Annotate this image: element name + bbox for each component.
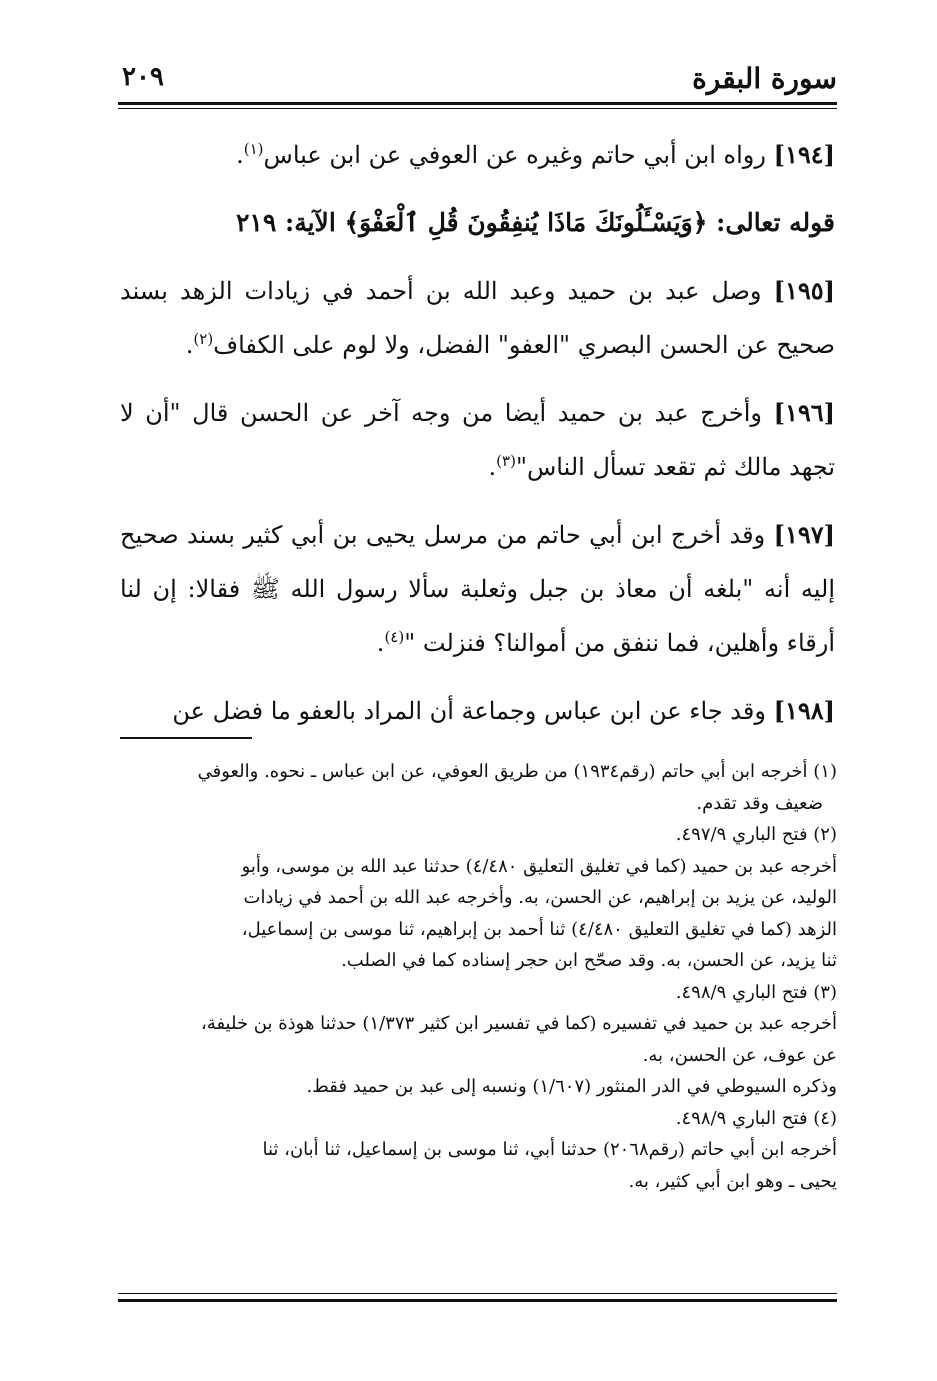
paragraph-197 xyxy=(120,508,835,670)
footnote-2-line: الوليد، عن يزيد بن إبراهيم، عن الحسن، به. وأخرجه عبد الله بن أحمد في زيادات xyxy=(243,887,837,908)
item-number: [١٩٤] xyxy=(773,140,835,169)
surah-title: سورة البقرة xyxy=(692,62,837,95)
footnotes xyxy=(118,756,837,1197)
footnote-1-line: ضعيف وقد تقدم. xyxy=(696,792,823,814)
footnote-3-line: عن عوف، عن الحسن، به. xyxy=(642,1044,837,1066)
footer-rule-thick xyxy=(118,1299,837,1302)
item-number: [١٩٦] xyxy=(773,398,835,427)
footnote-ref: (١) xyxy=(243,140,264,158)
paragraph-text: وصل عبد بن حميد وعبد الله بن أحمد في زيادات الزهد بسند صحيح عن الحسن البصري "العفو" الفضل، ولا لوم على الكفاف xyxy=(120,277,835,359)
paragraph-text: رواه ابن أبي حاتم وغيره عن العوفي عن ابن عباس xyxy=(263,141,766,169)
paragraph-end: . xyxy=(185,331,194,359)
footer-rule-thin xyxy=(118,1293,837,1294)
footnote-separator xyxy=(120,737,252,739)
footnote-ref: (٣) xyxy=(496,452,516,470)
item-number: [١٩٥] xyxy=(773,276,835,305)
footnote-3-line: وذكره السيوطي في الدر المنثور (١/٦٠٧) ونسبه إلى عبد بن حميد فقط. xyxy=(306,1076,837,1097)
ayah-heading: قوله تعالى: ﴿وَيَسْـَٔلُونَكَ مَاذَا يُنفِقُونَ قُلِ ٱلْعَفْوَ﴾ الآية: ٢١٩ xyxy=(235,208,835,237)
main-text xyxy=(120,128,835,752)
footnote-ref: (٤) xyxy=(384,628,405,646)
paragraph-end: . xyxy=(236,141,244,169)
paragraph-text: وأخرج عبد بن حميد أيضا من وجه آخر عن الحسن قال "أن لا تجهد مالك ثم تقعد تسأل الناس" xyxy=(120,399,835,481)
paragraph-text: وقد جاء عن ابن عباس وجماعة أن المراد بالعفو ما فضل عن xyxy=(172,697,766,725)
item-number: [١٩٧] xyxy=(773,520,835,549)
footnote-2-heading: (٢) فتح الباري ٤٩٧/٩. xyxy=(675,824,837,845)
footnote-3-heading: (٣) فتح الباري ٤٩٨/٩. xyxy=(675,981,837,1003)
paragraph-text: وقد أخرج ابن أبي حاتم من مرسل يحيى بن أبي كثير بسند صحيح إليه أنه "بلغه أن معاذ بن جبل وثعلبة سألا رسول الله ﷺ فقالا: إن لنا أرقاء وأهلين، فما ننفق من أموالنا؟ فنزلت " xyxy=(120,521,835,657)
paragraph-end: . xyxy=(376,629,385,657)
footnote-2-line: أخرجه عبد بن حميد (كما في تغليق التعليق ٤/٤٨٠) حدثنا عبد الله بن موسى، وأبو xyxy=(241,855,837,877)
page-header xyxy=(118,52,837,108)
paragraph-end: . xyxy=(488,453,497,481)
footnote-4-heading: (٤) فتح الباري ٤٩٨/٩. xyxy=(675,1107,837,1129)
paragraph-195 xyxy=(120,264,835,372)
header-rule-thick xyxy=(118,102,837,105)
footnote-ref: (٢) xyxy=(193,330,214,348)
footnote-1-line: (١) أخرجه ابن أبي حاتم (رقم١٩٣٤) من طريق العوفي، عن ابن عباس ـ نحوه. والعوفي xyxy=(197,761,837,782)
footnote-4-line: يحيى ـ وهو ابن أبي كثير، به. xyxy=(628,1170,837,1192)
paragraph-194 xyxy=(120,128,835,182)
footnote-3-line: أخرجه عبد بن حميد في تفسيره (كما في تفسير ابن كثير ١/٣٧٣) حدثنا هوذة بن خليفة، xyxy=(200,1013,837,1034)
paragraph-196 xyxy=(120,386,835,494)
page-number: ٢٠٩ xyxy=(122,62,164,92)
footnote-4-line: أخرجه ابن أبي حاتم (رقم٢٠٦٨) حدثنا أبي، ثنا موسى بن إسماعيل، ثنا أبان، ثنا xyxy=(262,1139,837,1160)
item-number: [١٩٨] xyxy=(773,696,835,725)
footnote-2-line: ثنا يزيد، عن الحسن، به. وقد صحّح ابن حجر إسناده كما في الصلب. xyxy=(341,950,837,971)
header-rule-thin xyxy=(118,108,837,109)
footnote-2-line: الزهد (كما في تغليق التعليق ٤/٤٨٠) ثنا أحمد بن إبراهيم، ثنا موسى بن إسماعيل، xyxy=(241,918,837,940)
paragraph-198 xyxy=(120,684,835,738)
